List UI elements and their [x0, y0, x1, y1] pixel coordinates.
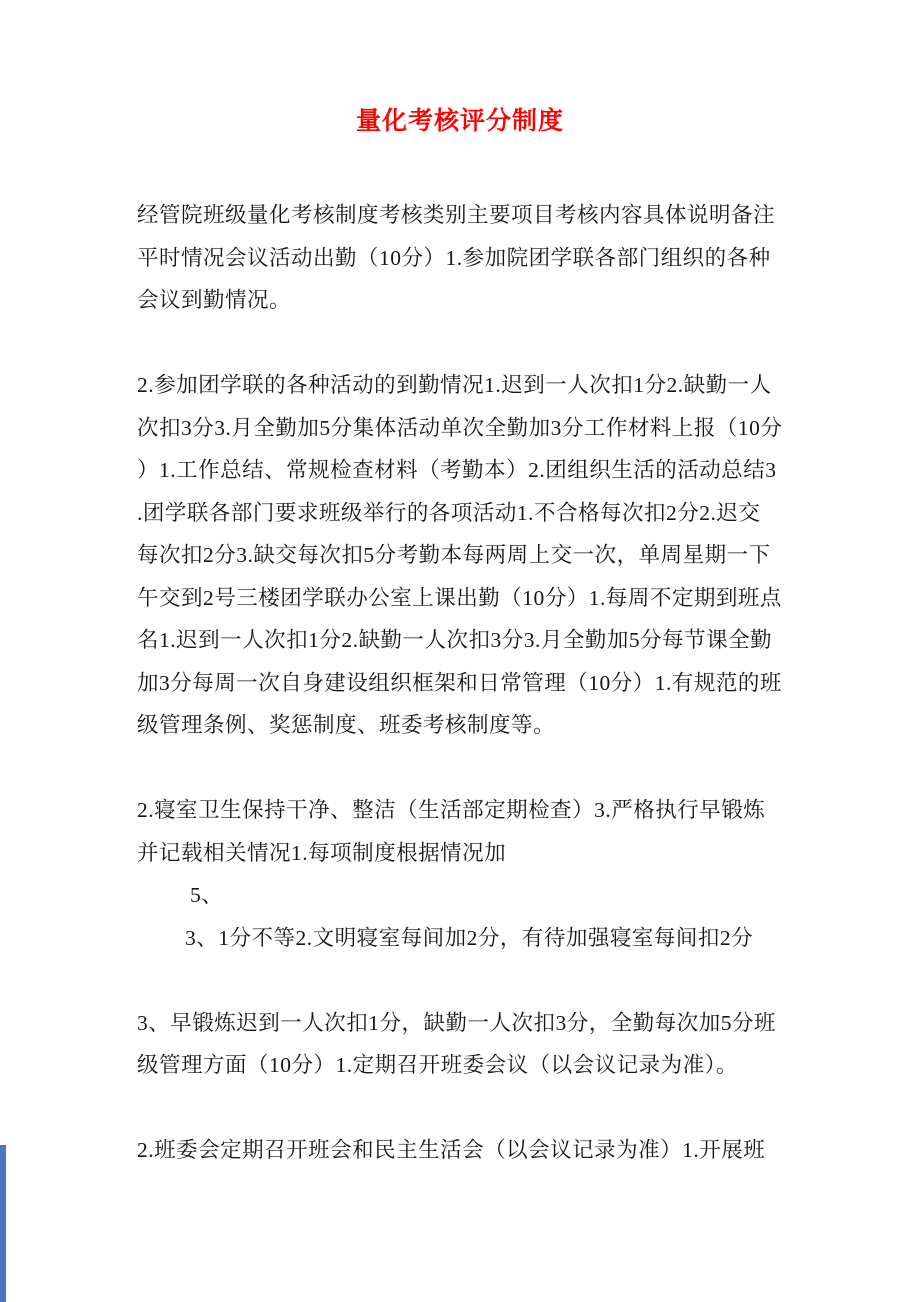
paragraph [137, 194, 790, 322]
text-line: 每次扣2分3.缺交每次扣5分考勤本每两周上交一次，单周星期一下 [137, 543, 771, 567]
text-line: 次扣3分3.月全勤加5分集体活动单次全勤加3分工作材料上报（10分 [137, 415, 783, 440]
text-line: 3、早锻炼迟到一人次扣1分，缺勤一人次扣3分，全勤每次加5分班 [137, 1010, 777, 1035]
text-line: 级管理条例、奖惩制度、班委考核制度等。 [137, 713, 556, 737]
text-line: 午交到2号三楼团学联办公室上课出勤（10分）1.每周不定期到班点 [137, 585, 782, 610]
paragraph [137, 1002, 790, 1087]
text-line: 会议到勤情况。 [137, 288, 292, 312]
paragraph [137, 364, 790, 747]
text-line: 加3分每周一次自身建设组织框架和日常管理（10分）1.有规范的班 [137, 670, 782, 695]
text-line: 经管院班级量化考核制度考核类别主要项目考核内容具体说明备注 [137, 203, 776, 227]
text-line: 名1.迟到一人次扣1分2.缺勤一人次扣3分3.月全勤加5分每节课全勤 [137, 628, 773, 652]
paragraph [137, 789, 790, 959]
document-body [0, 194, 920, 1172]
left-edge-bar [0, 1145, 6, 1302]
text-line: 2.寝室卫生保持干净、整洁（生活部定期检查）3.严格执行早锻炼 [137, 798, 766, 822]
text-line: 2.参加团学联的各种活动的到勤情况1.迟到一人次扣1分2.缺勤一人 [137, 373, 772, 397]
paragraph [137, 1129, 790, 1172]
text-line: 并记载相关情况1.每项制度根据情况加 [137, 840, 507, 865]
text-line: 2.班委会定期召开班会和民主生活会（以会议记录为准）1.开展班 [137, 1138, 766, 1162]
page-title: 量化考核评分制度 [355, 107, 564, 135]
text-line: 5、 [190, 883, 224, 907]
text-line: 级管理方面（10分）1.定期召开班委会议（以会议记录为准）。 [137, 1053, 738, 1077]
text-line: 3、1分不等2.文明寝室每间加2分，有待加强寝室每间扣2分 [185, 925, 754, 950]
text-line: ）1.工作总结、常规检查材料（考勤本）2.团组织生活的活动总结3 [137, 458, 777, 482]
text-line: 平时情况会议活动出勤（10分）1.参加院团学联各部门组织的各种 [137, 245, 771, 270]
text-line: .团学联各部门要求班级举行的各项活动1.不合格每次扣2分2.迟交 [137, 500, 761, 525]
